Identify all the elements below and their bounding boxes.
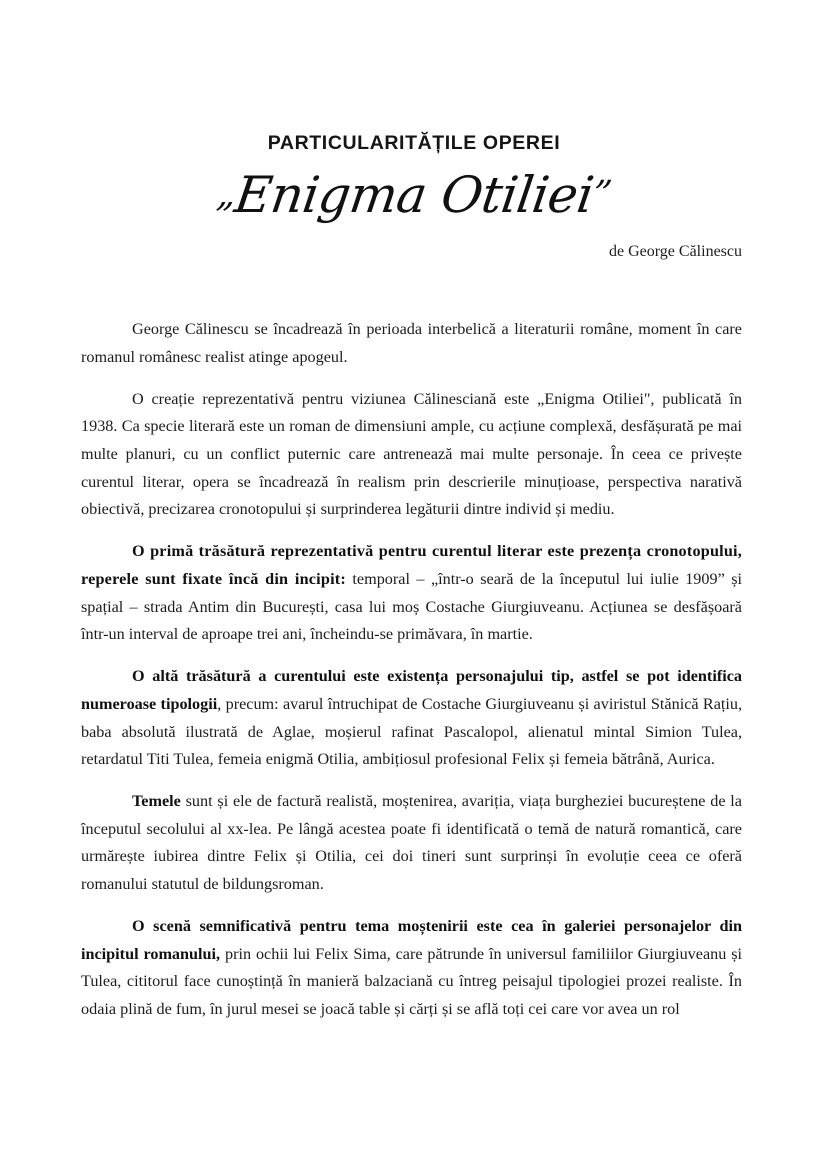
paragraph-text: , precum: avarul întruchipat de Costache Giurgiuveanu și aviristul Stănică Rațiu, baba absolută ilustrată de Aglae, moșierul rafinat Pascalopol, alienatul mintal Simion Tulea, retardatul Titi Tulea, femeia enigmă Otilia, ambițiosul profesional Felix și femeia bătrână, Aurica. [81,694,743,769]
paragraph-chronotope [81,538,742,648]
work-title-text: Enigma Otiliei [231,166,597,224]
paragraph-lead-bold: O primă trăsătură reprezentativă pentru curentul literar este prezența cronotopului, reperele sunt fixate încă din incipit: [81,542,742,588]
paragraph-character-types [81,663,742,773]
paragraph-work-overview [81,386,742,524]
paragraph-lead-bold: Temele [132,792,181,811]
work-title-script [0,160,828,230]
paragraph-lead-bold: O scenă semnificativă pentru tema moștenirii este cea în galeriei personajelor din incipitul romanului, [81,917,742,963]
paragraph-text: O creație reprezentativă pentru viziunea Călinesciană este „Enigma Otiliei", publicată în 1938. Ca specie literară este un roman de dimensiuni ample, cu acțiune complexă, desfășurată pe mai multe planuri, cu un conflict puternic care antrenează mai multe personaje. În ceea ce privește curentul literar, opera se încadrează în realism prin descrierile minuțioase, perspectiva narativă obiectivă, precizarea cronotopului și surprinderea legăturii dintre individ și mediu. [81,389,742,519]
paragraph-intro [81,316,742,371]
document-title: PARTICULARITĂȚILE OPEREI [267,132,561,154]
paragraph-text: temporal – „într-o seară de la începutul lui iulie 1909” și spațial – strada Antim din București, casa lui moș Costache Giurgiuveanu. Acțiunea se desfășoară într-un interval de aproape trei ani, încheindu-se primăvara, în martie. [81,569,743,644]
document-body [81,316,742,1038]
paragraph-lead-bold: O altă trăsătură a curentului este existența personajului tip, astfel se pot identifica numeroase tipologii [81,667,742,713]
paragraph-text: George Călinescu se încadrează în perioada interbelică a literaturii române, moment în care romanul românesc realist atinge apogeul. [81,320,742,366]
close-quote: ” [590,174,614,215]
paragraph-themes [81,788,742,898]
author-line: de George Călinescu [609,243,742,260]
paragraph-text: prin ochii lui Felix Sima, care pătrunde în universul familiilor Giurgiuveanu și Tulea, cititorul face cunoștință în manieră balzaciană cu întreg peisajul tipologiei prozei realiste. În odaia plină de fum, în jurul mesei se joacă table și cărți și se află toți cei care vor avea un rol [81,944,743,1019]
paragraph-significant-scene [81,913,742,1023]
open-quote: „ [214,174,239,215]
paragraph-text: sunt și ele de factură realistă, moștenirea, avariția, viața burgheziei bucureștene de la începutul secolului al xx-lea. Pe lângă acestea poate fi identificată o temă de natură romantică, care urmărește iubirea dintre Felix și Otilia, cei doi tineri sunt surprinși în evoluție ceea ce oferă romanului statutul de bildungsroman. [81,792,742,894]
